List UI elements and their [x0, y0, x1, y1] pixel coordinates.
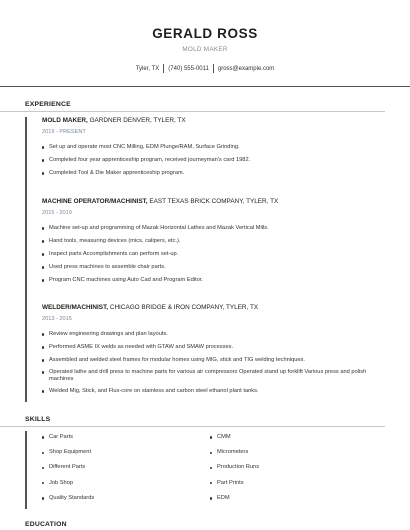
skills-side-bar	[25, 431, 27, 509]
skills-list-right	[210, 434, 350, 510]
job-role: WELDER/MACHINIST,	[42, 304, 109, 311]
job-bullet: Operated lathe and drill press to machine parts for various air compressors Operated stand up forklift Various press and polish machines	[42, 369, 387, 383]
skill-item: Quality Standards	[42, 495, 182, 502]
job-dates: 2019 - PRESENT	[42, 129, 86, 135]
job-bullet: Performed ASME IX welds as needed with GTAW and SMAW processes.	[42, 344, 387, 351]
job-bullet: Completed four year apprenticeship program, received journeyman's card 1982.	[42, 157, 387, 164]
candidate-title: MOLD MAKER	[182, 46, 228, 53]
resume-header	[0, 0, 410, 73]
job-bullet: Used press machines to assemble chair parts.	[42, 264, 387, 271]
job-bullets	[42, 331, 387, 395]
contact-line	[0, 64, 410, 73]
skill-item: CMM	[210, 434, 350, 441]
skill-item: Different Parts	[42, 464, 182, 471]
skill-item: Car Parts	[42, 434, 182, 441]
job-bullet: Review engineering drawings and plan layouts.	[42, 331, 387, 338]
job-bullet: Machine set-up and programming of Mazak Horizontal Lathes and Mazak Vertical Mills.	[42, 225, 387, 232]
job-bullets	[42, 225, 387, 284]
contact-phone: (740) 555-0011	[168, 66, 209, 73]
education-heading: EDUCATION	[25, 521, 67, 528]
job-bullet: Completed Tool & Die Maker apprenticeship program.	[42, 170, 387, 177]
skill-item: EDM	[210, 495, 350, 502]
contact-divider	[213, 64, 214, 73]
job-role: MACHINE OPERATOR/MACHINIST,	[42, 198, 148, 205]
job-company: CHICAGO BRIDGE & IRON COMPANY, TYLER, TX	[109, 304, 259, 311]
skill-item: Job Shop	[42, 480, 182, 487]
job-company: EAST TEXAS BRICK COMPANY, TYLER, TX	[149, 198, 279, 205]
contact-divider	[163, 64, 164, 73]
candidate-name: GERALD ROSS	[152, 26, 258, 41]
skills-section-heading	[25, 416, 395, 423]
job-role: MOLD MAKER,	[42, 117, 88, 124]
job-dates: 2013 - 2015	[42, 316, 72, 322]
job-dates: 2015 - 2019	[42, 210, 72, 216]
job-title	[42, 117, 387, 124]
skills-heading: SKILLS	[25, 416, 51, 423]
job-title	[42, 304, 387, 311]
experience-heading-line	[0, 111, 385, 112]
skills-heading-line	[0, 426, 385, 427]
job-bullet: Set up and operate most CNC Milling, EDM Plunge/RAM, Surface Grinding.	[42, 144, 387, 151]
skill-item: Shop Equipment	[42, 449, 182, 456]
job-entry	[42, 198, 387, 284]
skills-list-left	[42, 434, 182, 510]
job-bullet: Welded Mig, Stick, and Flux-core on stainless and carbon steel ethanol plant tanks.	[42, 388, 387, 395]
experience-heading: EXPERIENCE	[25, 101, 71, 108]
header-divider	[0, 86, 410, 87]
skill-item: Micrometers	[210, 449, 350, 456]
job-bullets	[42, 144, 387, 177]
job-entry	[42, 304, 387, 395]
job-bullet: Assembled and welded steel frames for modular homes using MIG, stick and TIG welding techniques.	[42, 357, 387, 364]
skill-item: Part Prints	[210, 480, 350, 487]
contact-location: Tyler, TX	[135, 66, 160, 73]
experience-side-bar	[25, 117, 27, 402]
contact-email[interactable]: gross@example.com	[217, 66, 275, 73]
education-section-heading	[25, 521, 395, 528]
skill-item: Production Runs	[210, 464, 350, 471]
job-entry	[42, 117, 387, 177]
job-bullet: Hand tools, measuring devices (mics, calipers, etc.).	[42, 238, 387, 245]
job-bullet: Inspect parts Accomplishments can perform set-up.	[42, 251, 387, 258]
job-bullet: Program CNC machines using Auto Cad and Program Editor.	[42, 277, 387, 284]
job-company: GARDNER DENVER, TYLER, TX	[89, 117, 186, 124]
job-title	[42, 198, 387, 205]
experience-section-heading	[25, 101, 395, 108]
